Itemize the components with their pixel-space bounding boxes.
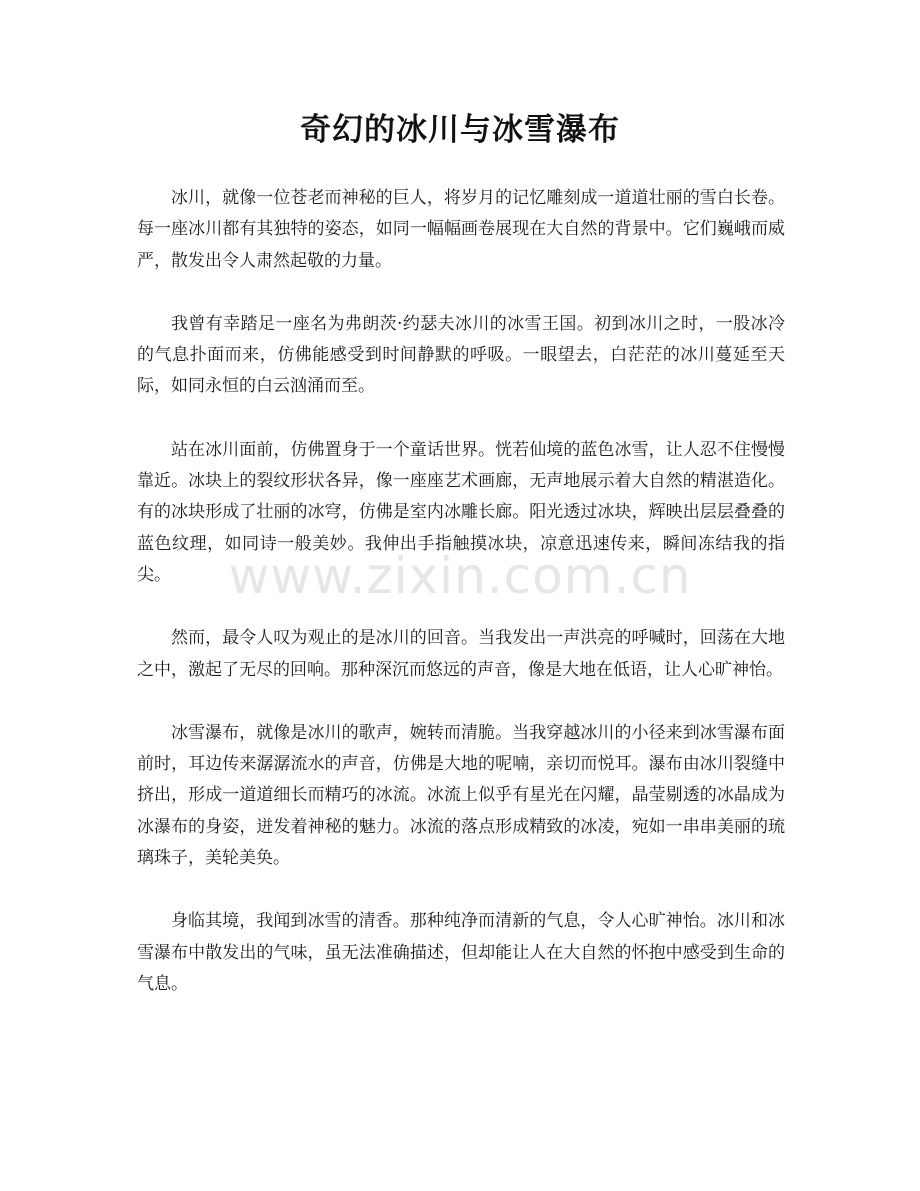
watermark: www.zixin.com.cn [228, 547, 692, 605]
paragraph-6: 身临其境，我闻到冰雪的清香。那种纯净而清新的气息，令人心旷神怡。冰川和冰雪瀑布中散发出的气味，虽无法准确描述，但却能让人在大自然的怀抱中感受到生命的气息。 [137, 911, 785, 994]
document-body [137, 183, 785, 1032]
paragraph-3: 站在冰川面前，仿佛置身于一个童话世界。恍若仙境的蓝色冰雪，让人忍不住慢慢靠近。冰块上的裂纹形状各异，像一座座艺术画廊，无声地展示着大自然的精湛造化。有的冰块形成了壮丽的冰穹，仿佛是室内冰雕长廊。阳光透过冰块，辉映出层层叠叠的蓝色纹理，如同诗一般美妙。我伸出手指触摸冰块，凉意迅速传来，瞬间冻结我的指尖。 [137, 439, 785, 585]
paragraph-5: 冰雪瀑布，就像是冰川的歌声，婉转而清脆。当我穿越冰川的小径来到冰雪瀑布面前时，耳边传来潺潺流水的声音，仿佛是大地的呢喃，亲切而悦耳。瀑布由冰川裂缝中挤出，形成一道道细长而精巧的冰流。冰流上似乎有星光在闪耀，晶莹剔透的冰晶成为冰瀑布的身姿，迸发着神秘的魅力。冰流的落点形成精致的冰凌，宛如一串串美丽的琉璃珠子，美轮美奂。 [137, 722, 785, 869]
paragraph-4: 然而，最令人叹为观止的是冰川的回音。当我发出一声洪亮的呼喊时，回荡在大地之中，激起了无尽的回响。那种深沉而悠远的声音，像是大地在低语，让人心旷神怡。 [137, 628, 785, 680]
document-title: 奇幻的冰川与冰雪瀑布 [300, 112, 620, 148]
paragraph-1: 冰川，就像一位苍老而神秘的巨人，将岁月的记忆雕刻成一道道壮丽的雪白长卷。每一座冰川都有其独特的姿态，如同一幅幅画卷展现在大自然的背景中。它们巍峨而威严，散发出令人肃然起敬的力量。 [137, 188, 785, 271]
paragraph-2: 我曾有幸踏足一座名为弗朗茨·约瑟夫冰川的冰雪王国。初到冰川之时，一股冰冷的气息扑面而来，仿佛能感受到时间静默的呼吸。一眼望去，白茫茫的冰川蔓延至天际，如同永恒的白云汹涌而至。 [137, 313, 785, 397]
